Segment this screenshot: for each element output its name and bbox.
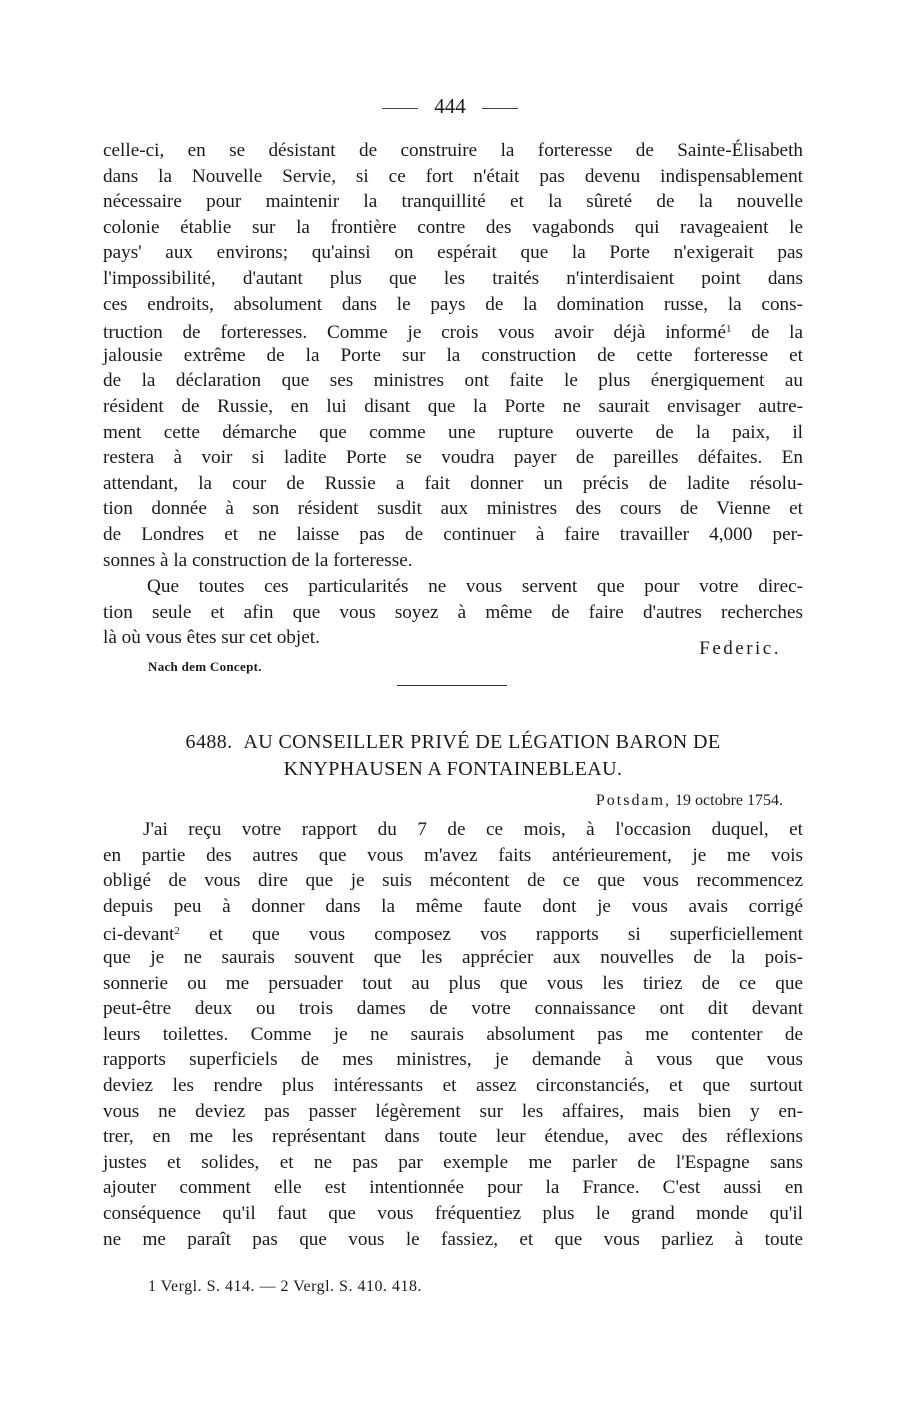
signature: Federic. [699,638,781,659]
page-number-dash-right [482,108,518,109]
text-run: rapports superficiels de mes ministres, je demande à vous que vous [103,1049,803,1071]
text-run: jalousie extrême de la Porte sur la construction de cette forteresse et [103,344,803,366]
paragraph-continuation [103,138,803,573]
text-line [103,996,803,1022]
text-run: peut-être deux ou trois dames de votre connaissance ont dit devant [103,998,803,1020]
page-number-dash-left [382,108,418,109]
text-line [103,574,803,600]
letter-heading-line-2: KNYPHAUSEN A FONTAINEBLEAU. [283,758,623,780]
letter-heading-line-1: 6488. AU CONSEILLER PRIVÉ DE LÉGATION BARON DE [185,731,721,753]
text-line [103,343,803,369]
text-run: justes et solides, et ne pas par exemple me parler de l'Espagne sans [103,1151,803,1173]
text-line [103,292,803,318]
text-line [103,1099,803,1125]
text-line [103,420,803,446]
text-line [103,1073,803,1099]
text-run: ces endroits, absolument dans le pays de la domination russe, la cons- [103,293,803,315]
text-run: et que vous composez vos rapports si superficiellement [179,924,803,946]
text-line [103,317,803,343]
text-run: restera à voir si ladite Porte se voudra payer de pareilles défaites. En [103,447,803,469]
text-line [103,496,803,522]
text-run: conséquence qu'il faut que vous fréquentiez plus le grand monde qu'il [103,1202,803,1224]
text-run: pays' aux environs; qu'ainsi on espérait que la Porte n'exigerait pas [103,242,803,264]
text-run: ajouter comment elle est intentionnée pour la France. C'est aussi en [103,1177,803,1199]
text-run: de la [731,322,803,344]
text-line [103,394,803,420]
text-line [103,522,803,548]
text-run: deviez les rendre plus intéressants et assez circonstanciés, et que surtout [103,1074,803,1096]
text-line [103,1150,803,1176]
text-line [103,266,803,292]
text-run: ne me paraît pas que vous le fassiez, et que vous parliez à toute [103,1228,803,1250]
text-run: là où vous êtes sur cet objet. [103,627,320,649]
signature-block [103,637,803,687]
text-line [103,971,803,997]
text-run: vous ne deviez pas passer légèrement sur les affaires, mais bien y en- [103,1100,803,1122]
text-line [103,138,803,164]
text-line [103,1227,803,1253]
text-run: Que toutes ces particularités ne vous servent que pour votre direc- [147,576,803,597]
text-run: l'impossibilité, d'autant plus que les traités n'interdisaient point dans [103,267,803,289]
text-run: que je ne saurais souvent que les apprécier aux nouvelles de la pois- [103,946,803,968]
text-run: truction de forteresses. Comme je crois vous avoir déjà informé [103,322,726,344]
text-line [103,1175,803,1201]
text-line [103,1047,803,1073]
letter-body [103,817,803,1252]
text-line [103,445,803,471]
text-line [103,164,803,190]
text-run: depuis peu à donner dans la même faute dont je vous avais corrigé [103,895,803,917]
text-run: attendant, la cour de Russie a fait donner un précis de ladite résolu- [103,472,803,494]
text-run: de la déclaration que ses ministres ont faite le plus énergiquement au [103,370,803,392]
text-line [103,894,803,920]
page-number: 444 [0,94,900,118]
footnote-ref: 2 [174,925,180,938]
text-line [103,1022,803,1048]
text-run: celle-ci, en se désistant de construire la forteresse de Sainte-Élisabeth [103,140,803,161]
text-line [103,843,803,869]
text-run: sonnerie ou me persuader tout au plus que vous les tiriez de ce que [103,972,803,994]
text-line [103,868,803,894]
text-line [103,215,803,241]
text-run: ci-devant [103,924,175,946]
text-run: en partie des autres que vous m'avez faits antérieurement, je me vois [103,844,803,866]
text-run: tion seule et afin que vous soyez à même de faire d'autres recherches [103,601,803,623]
text-run: J'ai reçu votre rapport du 7 de ce mois, à l'occasion duquel, et [143,819,803,840]
text-line [103,189,803,215]
text-run: ment cette démarche que comme une rupture ouverte de la paix, il [103,421,803,443]
text-line [103,1201,803,1227]
text-run: tion donnée à son résident susdit aux ministres des cours de Vienne et [103,498,803,520]
text-run: sonnes à la construction de la forteresse. [103,549,413,571]
text-line [103,368,803,394]
letter-heading [103,729,803,783]
dateline [103,790,783,812]
text-run: colonie établie sur la frontière contre des vagabonds qui ravageaient le [103,216,803,238]
text-run: de Londres et ne laisse pas de continuer à faire travailler 4,000 per- [103,523,803,545]
text-run: résident de Russie, en lui disant que la Porte ne saurait envisager autre- [103,395,803,417]
text-run: trer, en me les représentant dans toute leur étendue, avec des réflexions [103,1126,803,1148]
text-line [103,919,803,945]
text-run: obligé de vous dire que je suis mécontent de ce que vous recommencez [103,870,803,892]
source-note: Nach dem Concept. [148,659,262,674]
text-line [103,600,803,626]
text-line [103,240,803,266]
text-line [103,1124,803,1150]
footnote-ref: 1 [725,323,732,336]
dateline-date: 19 octobre 1754. [675,792,783,809]
text-run: dans la Nouvelle Servie, si ce fort n'était pas devenu indispensablement [103,165,803,187]
footnotes: 1 Vergl. S. 414. — 2 Vergl. S. 410. 418. [148,1278,422,1295]
section-divider [397,685,507,686]
text-line [103,471,803,497]
text-line [103,945,803,971]
text-line [103,548,803,574]
text-run: nécessaire pour maintenir la tranquillité et la sûreté de la nouvelle [103,191,803,213]
dateline-place: Potsdam, [595,792,672,809]
text-line [103,817,803,843]
letter-number: 6488. [185,731,233,753]
text-run: leurs toilettes. Comme je ne saurais absolument pas me contenter de [103,1023,803,1045]
